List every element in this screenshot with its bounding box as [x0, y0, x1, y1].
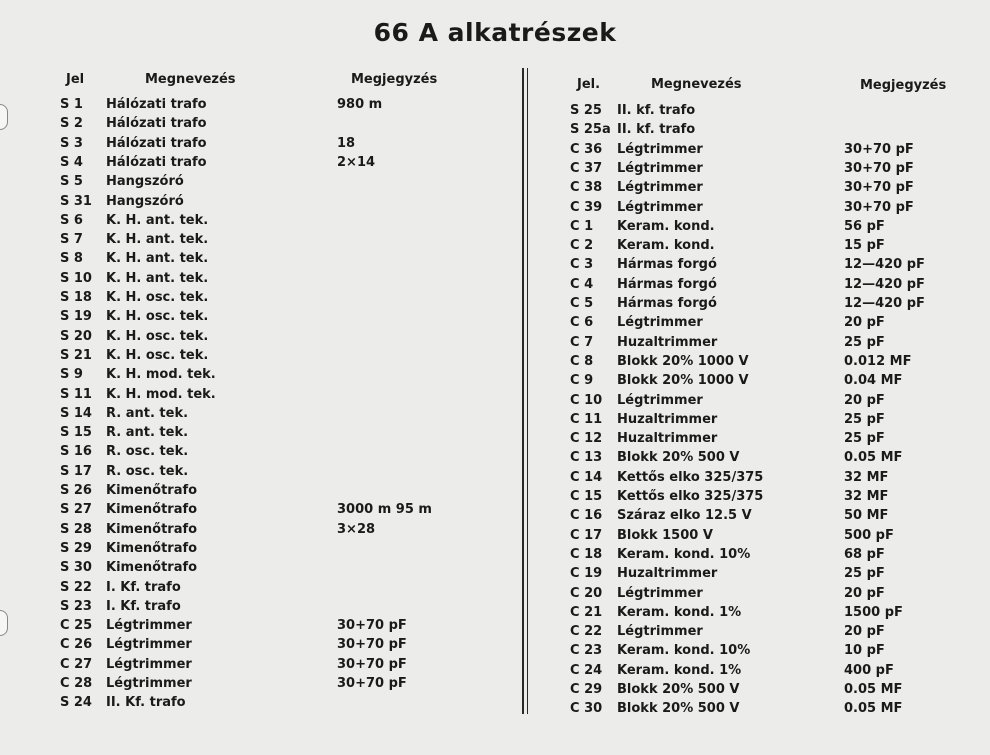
part-row [60, 695, 510, 714]
part-note: 18 [337, 135, 356, 151]
part-row [60, 618, 510, 637]
part-jel: C 11 [570, 411, 603, 427]
part-jel: S 9 [60, 367, 83, 383]
part-row [60, 329, 510, 348]
part-row [60, 483, 510, 502]
part-jel: S 10 [60, 270, 92, 286]
part-row [60, 348, 510, 367]
part-name: Légtrimmer [617, 585, 703, 601]
part-name: Légtrimmer [106, 676, 192, 691]
part-row [60, 213, 510, 232]
part-note: 3000 m 95 m [337, 502, 432, 518]
part-jel: S 17 [60, 463, 92, 479]
part-jel: C 5 [570, 296, 594, 311]
part-row [570, 373, 970, 392]
part-name: K. H. ant. tek. [106, 270, 209, 286]
part-name: Keram. kond. 1% [617, 604, 742, 620]
part-jel: S 18 [60, 290, 92, 305]
part-row [570, 508, 970, 527]
part-name: K. H. osc. tek. [106, 290, 209, 305]
part-row [570, 701, 970, 720]
part-name: Huzaltrimmer [617, 334, 718, 350]
part-note: 30+70 pF [844, 141, 914, 157]
part-jel: C 38 [570, 180, 603, 196]
part-note: 0.05 MF [844, 701, 903, 717]
part-name: Blokk 20% 1000 V [617, 353, 749, 369]
punch-hole-bottom [0, 610, 8, 636]
part-jel: C 37 [570, 160, 603, 176]
part-name: R. ant. tek. [106, 425, 189, 441]
part-note: 0.012 MF [844, 353, 912, 369]
part-name: R. ant. tek. [106, 405, 189, 421]
part-name: I. Kf. trafo [106, 579, 181, 595]
part-note: 20 pF [844, 585, 885, 601]
part-row [60, 174, 510, 193]
part-row [570, 315, 970, 334]
part-note: 3×28 [337, 521, 376, 537]
part-name: K. H. osc. tek. [106, 347, 209, 363]
part-note: 500 pF [844, 527, 894, 543]
part-jel: S 23 [60, 598, 92, 614]
part-jel: C 26 [60, 637, 93, 653]
part-name: II. Kf. trafo [106, 695, 186, 711]
part-jel: C 30 [570, 701, 603, 717]
part-note: 2×14 [337, 154, 376, 170]
punch-hole-top [0, 104, 8, 130]
part-jel: C 16 [570, 508, 603, 524]
part-row [570, 547, 970, 566]
part-jel: C 29 [570, 682, 603, 697]
part-row [570, 450, 970, 469]
part-name: Légtrimmer [617, 199, 703, 215]
part-note: 30+70 pF [337, 637, 407, 653]
part-row [60, 464, 510, 483]
part-note: 12—420 pF [844, 296, 925, 311]
part-row [570, 354, 970, 373]
part-row [570, 412, 970, 431]
part-note: 1500 pF [844, 604, 903, 620]
part-note: 0.05 MF [844, 682, 903, 697]
part-jel: C 28 [60, 676, 93, 691]
part-jel: S 15 [60, 425, 92, 441]
part-jel: S 5 [60, 174, 83, 190]
part-jel: C 27 [60, 656, 93, 672]
part-name: Kettős elko 325/375 [617, 469, 764, 485]
part-note: 980 m [337, 97, 383, 112]
part-row [60, 599, 510, 618]
part-row [570, 180, 970, 199]
part-jel: S 20 [60, 328, 92, 344]
part-name: II. kf. trafo [617, 122, 696, 138]
part-row [570, 103, 970, 122]
part-row [60, 97, 510, 116]
part-name: Légtrimmer [617, 180, 703, 196]
part-note: 20 pF [844, 392, 885, 408]
part-jel: S 29 [60, 540, 92, 556]
part-name: K. H. ant. tek. [106, 212, 209, 228]
part-jel: S 7 [60, 232, 83, 248]
part-row [60, 502, 510, 521]
part-name: Kimenőtrafo [106, 540, 198, 556]
part-row [570, 470, 970, 489]
part-jel: C 25 [60, 618, 93, 634]
part-row [570, 200, 970, 219]
part-row [60, 116, 510, 135]
part-note: 25 pF [844, 566, 885, 582]
part-note: 20 pF [844, 624, 885, 640]
part-row [60, 232, 510, 251]
part-row [60, 290, 510, 309]
part-name: R. osc. tek. [106, 463, 189, 479]
part-note: 30+70 pF [844, 199, 914, 215]
left-header-megnevezes: Megnevezés [145, 72, 236, 87]
part-jel: S 3 [60, 135, 83, 151]
part-jel: S 21 [60, 347, 92, 363]
part-row [60, 251, 510, 270]
part-name: Blokk 20% 500 V [617, 450, 740, 466]
part-row [570, 566, 970, 585]
part-name: Légtrimmer [617, 141, 703, 157]
part-row [570, 624, 970, 643]
part-note: 20 pF [844, 315, 885, 331]
part-name: Légtrimmer [106, 637, 192, 653]
part-jel: C 8 [570, 353, 594, 369]
part-row [60, 425, 510, 444]
part-row [570, 605, 970, 624]
part-name: Hálózati trafo [106, 116, 207, 132]
right-header-megjegyzes: Megjegyzés [860, 78, 947, 93]
part-row [570, 528, 970, 547]
part-name: Keram. kond. 10% [617, 643, 751, 659]
part-row [570, 643, 970, 662]
part-name: Blokk 1500 V [617, 527, 713, 543]
part-name: Légtrimmer [106, 656, 192, 672]
part-row [60, 309, 510, 328]
part-name: Blokk 20% 1000 V [617, 373, 749, 389]
part-note: 0.05 MF [844, 450, 903, 466]
part-name: K. H. ant. tek. [106, 251, 209, 267]
part-row [60, 406, 510, 425]
part-name: Blokk 20% 500 V [617, 701, 740, 717]
part-name: Huzaltrimmer [617, 431, 718, 447]
part-name: Blokk 20% 500 V [617, 682, 740, 697]
part-jel: S 4 [60, 154, 83, 170]
part-jel: S 8 [60, 251, 83, 267]
part-note: 30+70 pF [844, 180, 914, 196]
part-row [60, 522, 510, 541]
part-jel: C 10 [570, 392, 603, 408]
part-note: 30+70 pF [337, 618, 407, 634]
part-jel: S 11 [60, 386, 92, 402]
part-name: Hangszóró [106, 174, 184, 190]
part-name: Kimenőtrafo [106, 560, 198, 576]
part-jel: C 20 [570, 585, 603, 601]
part-note: 400 pF [844, 662, 894, 678]
part-name: Kimenőtrafo [106, 502, 198, 518]
part-jel: S 19 [60, 309, 92, 325]
part-note: 32 MF [844, 489, 889, 504]
part-jel: C 36 [570, 141, 603, 157]
part-row [570, 682, 970, 701]
part-note: 12—420 pF [844, 276, 925, 292]
part-row [570, 335, 970, 354]
part-jel: S 25 [570, 103, 602, 118]
part-note: 25 pF [844, 334, 885, 350]
column-divider [522, 68, 528, 714]
part-jel: C 2 [570, 238, 594, 254]
part-row [60, 580, 510, 599]
part-row [570, 431, 970, 450]
part-name: K. H. mod. tek. [106, 386, 216, 402]
part-name: Hálózati trafo [106, 135, 207, 151]
left-header-jel: Jel [66, 72, 85, 87]
part-name: Hálózati trafo [106, 154, 207, 170]
part-jel: S 14 [60, 405, 92, 421]
part-note: 30+70 pF [337, 656, 407, 672]
part-name: Huzaltrimmer [617, 566, 718, 582]
right-header-megnevezes: Megnevezés [651, 77, 742, 92]
part-name: K. H. mod. tek. [106, 367, 216, 383]
part-note: 50 MF [844, 508, 889, 524]
part-jel: S 25a [570, 122, 611, 138]
part-name: I. Kf. trafo [106, 598, 181, 614]
part-jel: C 22 [570, 624, 603, 640]
part-jel: C 19 [570, 566, 603, 582]
part-name: II. kf. trafo [617, 103, 696, 118]
part-name: Hármas forgó [617, 257, 717, 273]
part-jel: S 1 [60, 97, 83, 112]
part-note: 25 pF [844, 431, 885, 447]
part-note: 56 pF [844, 218, 885, 234]
part-row [60, 194, 510, 213]
part-name: Légtrimmer [617, 315, 703, 331]
part-row [570, 663, 970, 682]
part-name: Légtrimmer [617, 392, 703, 408]
part-jel: S 26 [60, 483, 92, 498]
part-jel: C 15 [570, 489, 603, 504]
part-jel: C 39 [570, 199, 603, 215]
part-row [570, 393, 970, 412]
part-row [570, 122, 970, 141]
part-jel: C 3 [570, 257, 594, 273]
part-row [60, 676, 510, 695]
part-note: 30+70 pF [844, 160, 914, 176]
part-row [60, 271, 510, 290]
part-jel: S 27 [60, 502, 92, 518]
part-row [570, 142, 970, 161]
part-note: 30+70 pF [337, 676, 407, 691]
part-row [570, 161, 970, 180]
part-name: Kettős elko 325/375 [617, 489, 764, 504]
part-jel: C 23 [570, 643, 603, 659]
part-jel: C 4 [570, 276, 594, 292]
part-name: Kimenőtrafo [106, 521, 198, 537]
part-name: K. H. osc. tek. [106, 328, 209, 344]
part-row [60, 541, 510, 560]
page-title: 66 A alkatrészek [373, 18, 617, 47]
part-jel: C 14 [570, 469, 603, 485]
part-row [570, 586, 970, 605]
part-jel: C 1 [570, 218, 594, 234]
part-note: 25 pF [844, 411, 885, 427]
part-name: Légtrimmer [617, 624, 703, 640]
part-jel: S 2 [60, 116, 83, 132]
part-jel: C 7 [570, 334, 594, 350]
part-name: Légtrimmer [106, 618, 192, 634]
right-header-jel: Jel. [577, 77, 601, 92]
part-jel: C 13 [570, 450, 603, 466]
part-note: 10 pF [844, 643, 885, 659]
part-name: Keram. kond. 10% [617, 546, 751, 562]
left-header-megjegyzes: Megjegyzés [351, 72, 438, 87]
part-row [60, 657, 510, 676]
part-note: 12—420 pF [844, 257, 925, 273]
part-jel: C 21 [570, 604, 603, 620]
part-row [570, 277, 970, 296]
part-jel: C 9 [570, 373, 594, 389]
part-name: Hármas forgó [617, 276, 717, 292]
part-row [60, 444, 510, 463]
part-jel: C 24 [570, 662, 603, 678]
part-row [60, 136, 510, 155]
part-row [60, 367, 510, 386]
part-jel: S 24 [60, 695, 92, 711]
part-name: Légtrimmer [617, 160, 703, 176]
part-name: Huzaltrimmer [617, 411, 718, 427]
part-name: Keram. kond. [617, 238, 715, 254]
part-name: K. H. osc. tek. [106, 309, 209, 325]
part-row [60, 637, 510, 656]
part-row [60, 387, 510, 406]
part-jel: C 12 [570, 431, 603, 447]
part-row [570, 238, 970, 257]
part-jel: C 6 [570, 315, 594, 331]
part-row [60, 155, 510, 174]
part-name: Keram. kond. 1% [617, 662, 742, 678]
part-jel: S 6 [60, 212, 83, 228]
part-note: 68 pF [844, 546, 885, 562]
part-name: Kimenőtrafo [106, 483, 198, 498]
part-jel: S 30 [60, 560, 92, 576]
part-jel: S 22 [60, 579, 92, 595]
part-row [60, 560, 510, 579]
part-jel: S 16 [60, 444, 92, 460]
part-row [570, 219, 970, 238]
part-name: Hármas forgó [617, 296, 717, 311]
part-note: 0.04 MF [844, 373, 903, 389]
part-name: Keram. kond. [617, 218, 715, 234]
part-jel: S 31 [60, 193, 92, 209]
part-name: Hangszóró [106, 193, 184, 209]
part-jel: C 18 [570, 546, 603, 562]
part-name: R. osc. tek. [106, 444, 189, 460]
part-name: Száraz elko 12.5 V [617, 508, 752, 524]
part-row [570, 489, 970, 508]
part-name: K. H. ant. tek. [106, 232, 209, 248]
part-note: 32 MF [844, 469, 889, 485]
part-note: 15 pF [844, 238, 885, 254]
part-jel: C 17 [570, 527, 603, 543]
part-jel: S 28 [60, 521, 92, 537]
part-name: Hálózati trafo [106, 97, 207, 112]
part-row [570, 296, 970, 315]
part-row [570, 257, 970, 276]
